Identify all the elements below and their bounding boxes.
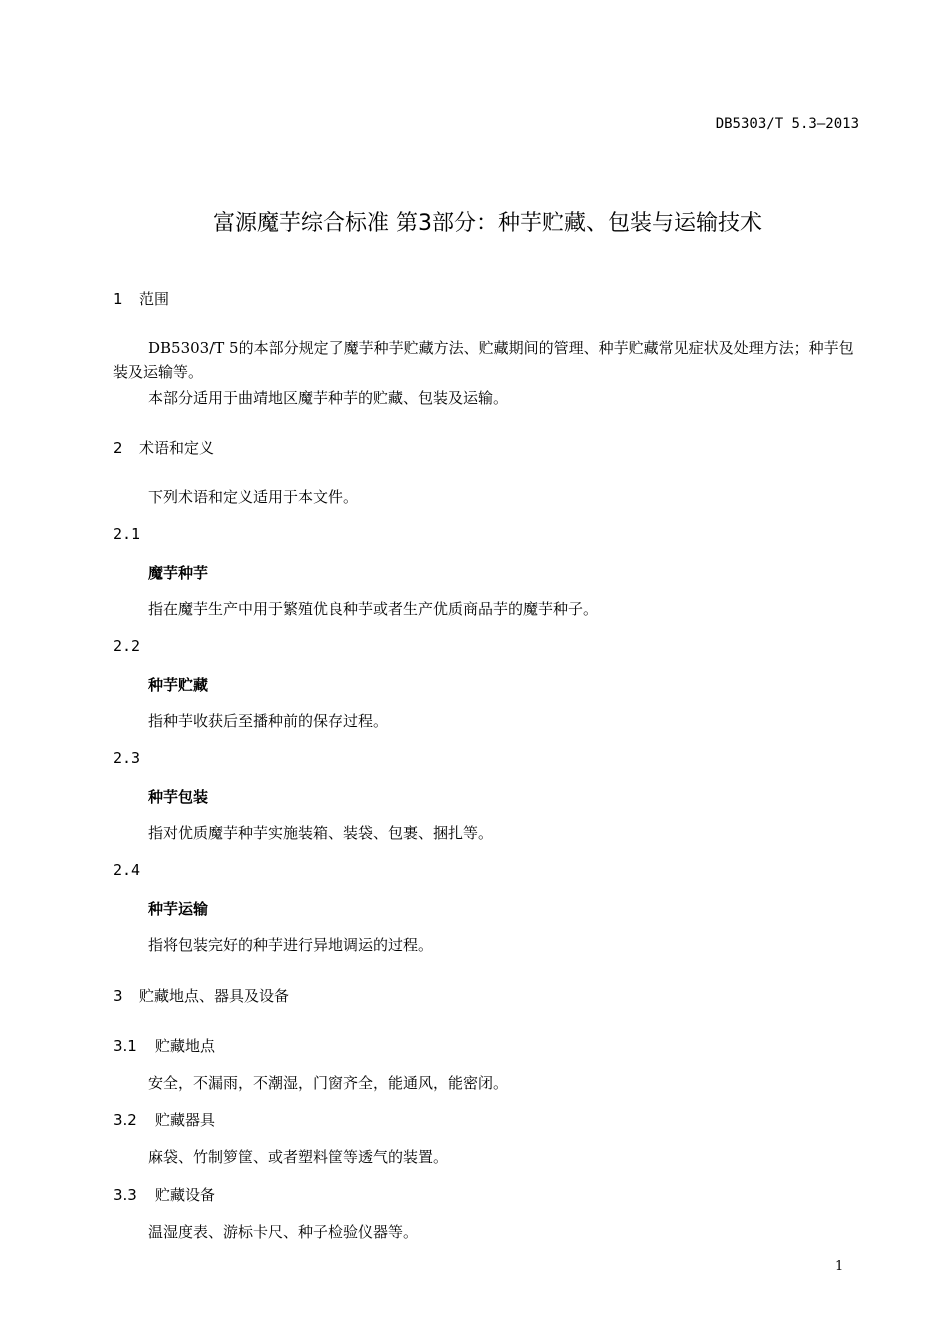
term-number: 2.4: [113, 861, 141, 879]
subsection-text: 麻袋、竹制箩筐、或者塑料筐等透气的装置。: [148, 1148, 449, 1166]
subsection-title: 贮藏地点: [155, 1037, 216, 1055]
term-definition: 指在魔芋生产中用于繁殖优良种芋或者生产优质商品芋的魔芋种子。: [148, 600, 599, 618]
subsection-number: 3.3: [113, 1186, 137, 1204]
subsection-number: 3.1: [113, 1037, 137, 1055]
subsection-text: 安全，不漏雨，不潮湿，门窗齐全，能通风，能密闭。: [148, 1074, 509, 1092]
subsection-heading: [113, 1184, 215, 1205]
page-number: 1: [835, 1259, 844, 1274]
subsection-heading: [113, 1035, 215, 1056]
standard-code: DB5303/T 5.3—2013: [715, 116, 859, 132]
section-title: 范围: [139, 290, 170, 308]
section-3-heading: [113, 985, 289, 1006]
term-number: 2.3: [113, 749, 141, 767]
section-number: 1: [113, 290, 123, 308]
term-definition: 指种芋收获后至播种前的保存过程。: [148, 712, 389, 730]
section-2-paragraph-1: 下列术语和定义适用于本文件。: [148, 488, 359, 506]
section-title: 贮藏地点、器具及设备: [139, 987, 290, 1005]
section-2-heading: [113, 437, 214, 458]
subsection-title: 贮藏设备: [155, 1186, 216, 1204]
subsection-heading: [113, 1109, 215, 1130]
term-name: 种芋贮藏: [148, 676, 209, 694]
term-name: 种芋包装: [148, 788, 209, 806]
section-1-paragraph-2: 本部分适用于曲靖地区魔芋种芋的贮藏、包装及运输。: [148, 389, 509, 407]
subsection-text: 温湿度表、游标卡尺、种子检验仪器等。: [148, 1223, 419, 1241]
term-name: 魔芋种芋: [148, 564, 209, 582]
term-number: 2.1: [113, 525, 141, 543]
document-title: 富源魔芋综合标准 第3部分：种芋贮藏、包装与运输技术: [213, 211, 762, 236]
section-number: 2: [113, 439, 123, 457]
subsection-number: 3.2: [113, 1111, 137, 1129]
section-1-heading: [113, 288, 169, 309]
section-number: 3: [113, 987, 123, 1005]
term-definition: 指对优质魔芋种芋实施装箱、装袋、包裹、捆扎等。: [148, 824, 494, 842]
section-1-paragraph-1: DB5303/T 5的本部分规定了魔芋种芋贮藏方法、贮藏期间的管理、种芋贮藏常见症状及处理方法；种芋包装及运输等。: [113, 339, 854, 381]
term-name: 种芋运输: [148, 900, 209, 918]
term-definition: 指将包装完好的种芋进行异地调运的过程。: [148, 936, 434, 954]
section-title: 术语和定义: [139, 439, 215, 457]
term-number: 2.2: [113, 637, 141, 655]
subsection-title: 贮藏器具: [155, 1111, 216, 1129]
